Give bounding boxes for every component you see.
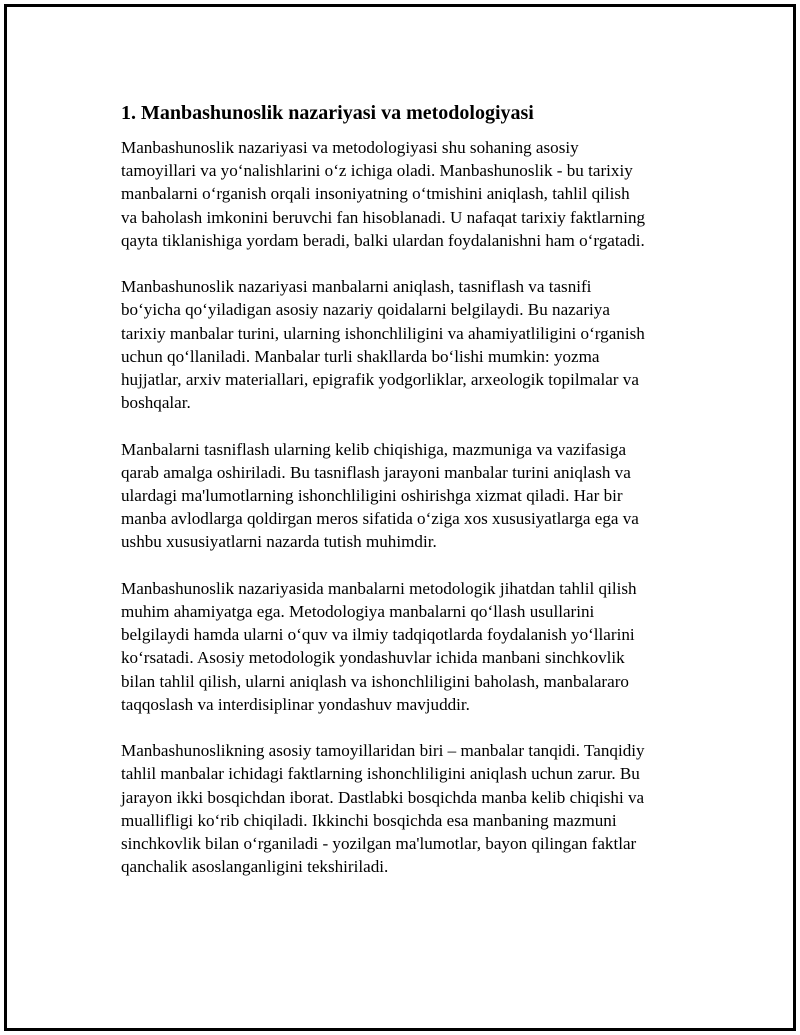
paragraph-line: Manbashunoslik nazariyasi manbalarni aniqlash, tasniflash va tasnifi bbox=[121, 277, 592, 297]
paragraph-line: muallifligi ko‘rib chiqiladi. Ikkinchi bosqichda esa manbaning mazmuni bbox=[121, 810, 617, 830]
paragraph-line: belgilaydi hamda ularni o‘quv va ilmiy tadqiqotlarda foydalanish yo‘llarini bbox=[121, 625, 635, 645]
paragraph-line: ushbu xususiyatlarni nazarda tutish muhimdir. bbox=[121, 532, 437, 552]
paragraph-line: manbalarni o‘rganish orqali insoniyatning o‘tmishini aniqlash, tahlil qilish bbox=[121, 184, 630, 204]
paragraph-line: tahlil manbalar ichidagi faktlarning ishonchliligini aniqlash uchun zarur. Bu bbox=[121, 764, 640, 784]
paragraph-line: qarab amalga oshiriladi. Bu tasniflash jarayoni manbalar turini aniqlash va bbox=[121, 462, 631, 482]
paragraph-1 bbox=[121, 136, 701, 252]
document-content bbox=[121, 100, 701, 902]
paragraph-line: bilan tahlil qilish, ularni aniqlash va ishonchliligini baholash, manbalararo bbox=[121, 671, 629, 691]
paragraph-line: Manbashunoslikning asosiy tamoyillaridan biri – manbalar tanqidi. Tanqidiy bbox=[121, 741, 645, 761]
paragraph-line: boshqalar. bbox=[121, 393, 191, 413]
page-frame bbox=[4, 4, 796, 1031]
paragraph-3 bbox=[121, 438, 701, 554]
section-heading: 1. Manbashunoslik nazariyasi va metodologiyasi bbox=[121, 102, 534, 124]
paragraph-line: taqqoslash va interdisiplinar yondashuv mavjuddir. bbox=[121, 694, 470, 714]
paragraph-2 bbox=[121, 275, 701, 414]
paragraph-line: hujjatlar, arxiv materiallari, epigrafik yodgorliklar, arxeologik topilmalar va bbox=[121, 370, 639, 390]
paragraph-line: manba avlodlarga qoldirgan meros sifatida o‘ziga xos xususiyatlarga ega va bbox=[121, 509, 639, 529]
paragraph-4 bbox=[121, 577, 701, 716]
paragraph-line: sinchkovlik bilan o‘rganiladi - yozilgan ma'lumotlar, bayon qilingan faktlar bbox=[121, 834, 637, 854]
paragraph-line: Manbalarni tasniflash ularning kelib chiqishiga, mazmuniga va vazifasiga bbox=[121, 439, 627, 459]
paragraph-line: Manbashunoslik nazariyasi va metodologiyasi shu sohaning asosiy bbox=[121, 138, 579, 157]
paragraph-line: muhim ahamiyatga ega. Metodologiya manbalarni qo‘llash usullarini bbox=[121, 602, 595, 622]
paragraph-line: va baholash imkonini beruvchi fan hisoblanadi. U nafaqat tarixiy faktlarning bbox=[121, 207, 646, 227]
paragraph-line: ko‘rsatadi. Asosiy metodologik yondashuvlar ichida manbani sinchkovlik bbox=[121, 648, 625, 668]
paragraph-line: tarixiy manbalar turini, ularning ishonchliligini va ahamiyatliligini o‘rganish bbox=[121, 323, 645, 343]
paragraph-line: bo‘yicha qo‘yiladigan asosiy nazariy qoidalarni belgilaydi. Bu nazariya bbox=[121, 300, 610, 320]
paragraph-line: Manbashunoslik nazariyasida manbalarni metodologik jihatdan tahlil qilish bbox=[121, 578, 637, 598]
paragraph-5 bbox=[121, 739, 701, 878]
paragraph-line: jarayon ikki bosqichdan iborat. Dastlabki bosqichda manba kelib chiqishi va bbox=[121, 787, 645, 807]
paragraph-line: qayta tiklanishiga yordam beradi, balki ulardan foydalanishni ham o‘rgatadi. bbox=[121, 230, 645, 250]
paragraph-line: uchun qo‘llaniladi. Manbalar turli shakllarda bo‘lishi mumkin: yozma bbox=[121, 346, 600, 366]
paragraph-line: qanchalik asoslanganligini tekshiriladi. bbox=[121, 857, 389, 877]
paragraph-line: ulardagi ma'lumotlarning ishonchliligini oshirishga xizmat qiladi. Har bir bbox=[121, 486, 623, 506]
paragraph-line: tamoyillari va yo‘nalishlarini o‘z ichiga oladi. Manbashunoslik - bu tarixiy bbox=[121, 161, 633, 181]
